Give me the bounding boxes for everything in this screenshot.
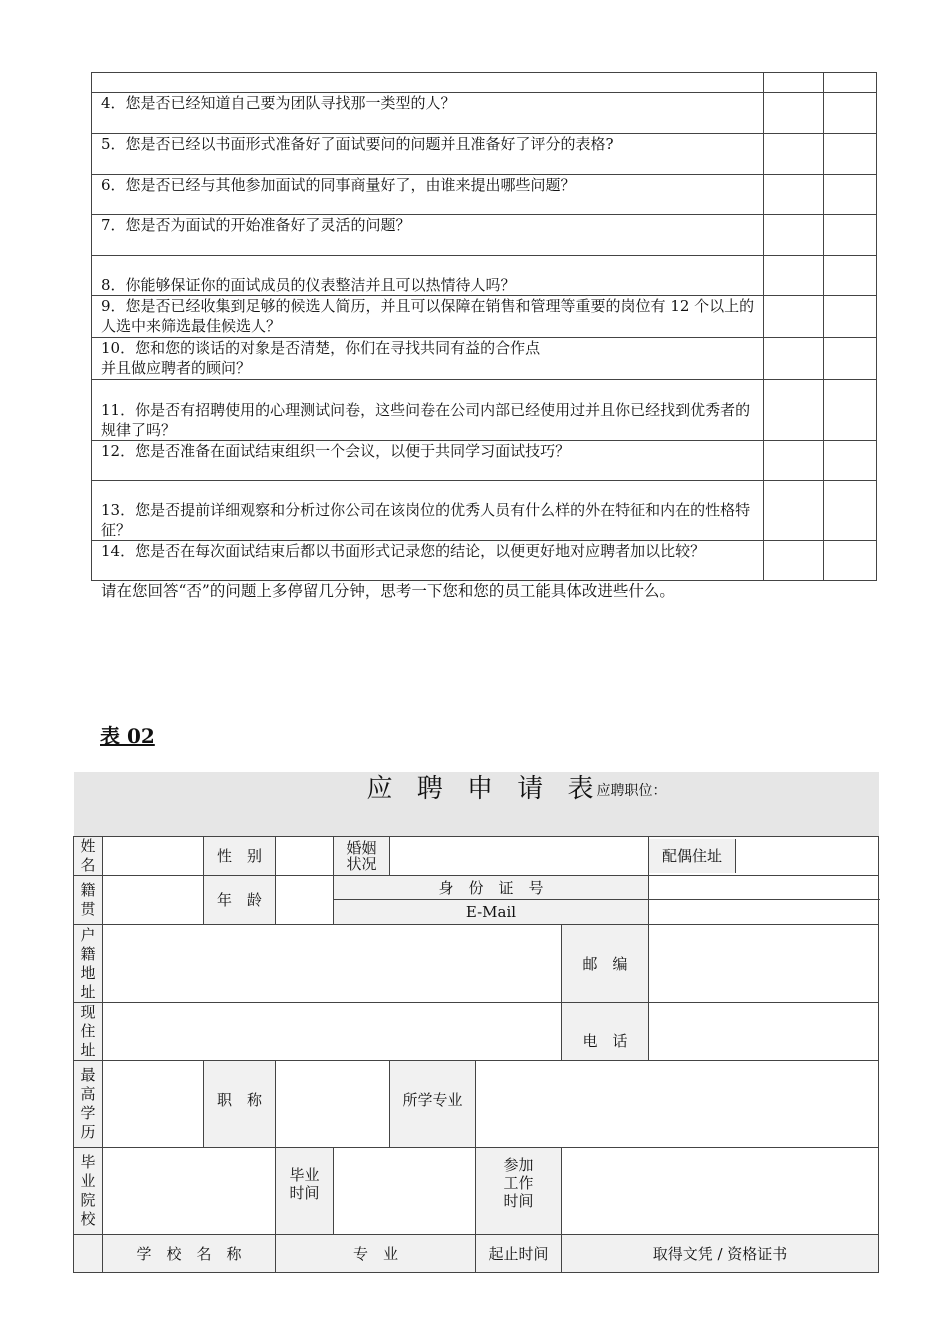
id-number-label: 身 份 证 号 <box>334 876 649 900</box>
yes-cell <box>764 175 824 215</box>
yes-cell <box>764 256 824 296</box>
school-name-header: 学 校 名 称 <box>103 1235 276 1273</box>
email-label: E-Mail <box>334 900 649 925</box>
blank-cell <box>74 1235 103 1273</box>
work-start-label: 参加工作时间 <box>476 1148 562 1235</box>
no-cell <box>824 541 877 581</box>
yes-cell <box>764 541 824 581</box>
age-field[interactable] <box>276 876 334 925</box>
no-cell <box>824 380 877 441</box>
table-row <box>92 73 877 93</box>
table-row <box>92 481 877 541</box>
yes-cell <box>764 441 824 481</box>
yes-cell <box>764 338 824 380</box>
major-label: 所学专业 <box>390 1061 476 1148</box>
period-header: 起止时间 <box>476 1235 562 1273</box>
table-row <box>92 175 877 215</box>
email-field[interactable] <box>649 900 879 925</box>
question-cell: 6．您是否已经与其他参加面试的同事商量好了，由谁来提出哪些问题？ <box>92 175 764 215</box>
name-field[interactable] <box>103 837 204 876</box>
marital-field[interactable] <box>390 837 649 876</box>
question-cell: 11．你是否有招聘使用的心理测试问卷，这些问卷在公司内部已经使用过并且你已经找到优秀者的规律了吗？ <box>92 380 764 441</box>
professional-title-field[interactable] <box>276 1061 390 1148</box>
yes-cell <box>764 380 824 441</box>
spouse-address-field[interactable] <box>736 839 878 873</box>
current-address-field[interactable] <box>103 1003 562 1061</box>
graduation-time-field[interactable] <box>334 1148 476 1235</box>
question-cell: 8．你能够保证你的面试成员的仪表整洁并且可以热情待人吗？ <box>92 256 764 296</box>
no-cell <box>824 441 877 481</box>
spouse-address-group <box>649 837 879 876</box>
gender-field[interactable] <box>276 837 334 876</box>
certificate-header: 取得文凭 / 资格证书 <box>562 1235 879 1273</box>
table-row <box>74 1061 879 1148</box>
name-label: 姓名 <box>74 837 103 876</box>
table-row <box>74 837 879 876</box>
no-cell <box>824 215 877 256</box>
major-field[interactable] <box>476 1061 879 1148</box>
table-row <box>92 441 877 481</box>
question-cell: 13．您是否提前详细观察和分析过你公司在该岗位的优秀人员有什么样的外在特征和内在的性格特征？ <box>92 481 764 541</box>
work-start-field[interactable] <box>562 1148 879 1235</box>
graduate-school-label: 毕业院校 <box>74 1148 103 1235</box>
highest-education-label: 最高学历 <box>74 1061 103 1148</box>
table-row <box>92 134 877 175</box>
phone-label: 电 话 <box>562 1003 649 1061</box>
no-cell <box>824 256 877 296</box>
table-row <box>74 1148 879 1235</box>
professional-title-label: 职 称 <box>204 1061 276 1148</box>
question-cell: 4．您是否已经知道自己要为团队寻找那一类型的人？ <box>92 93 764 134</box>
phone-field[interactable] <box>649 1003 879 1061</box>
table-row <box>92 296 877 338</box>
table-row <box>92 541 877 581</box>
current-address-label: 现住址 <box>74 1003 103 1061</box>
table-row <box>92 215 877 256</box>
yes-cell <box>764 481 824 541</box>
spouse-address-label: 配偶住址 <box>649 839 736 873</box>
form-title: 应 聘 申 请 表 <box>366 774 602 804</box>
table-row <box>74 876 879 900</box>
household-address-field[interactable] <box>103 925 562 1003</box>
interview-checklist-table <box>91 72 877 581</box>
no-cell <box>824 296 877 338</box>
highest-education-field[interactable] <box>103 1061 204 1148</box>
table-row <box>92 338 877 380</box>
question-cell: 5．您是否已经以书面形式准备好了面试要问的问题并且准备好了评分的表格? <box>92 134 764 175</box>
native-place-field[interactable] <box>103 876 204 925</box>
age-label: 年 龄 <box>204 876 276 925</box>
question-cell: 7．您是否为面试的开始准备好了灵活的问题？ <box>92 215 764 256</box>
form-title-row <box>74 772 879 837</box>
yes-cell <box>764 93 824 134</box>
question-cell: 9．您是否已经收集到足够的候选人简历，并且可以保障在销售和管理等重要的岗位有 12 个以上的人选中来筛选最佳候选人？ <box>92 296 764 338</box>
table-row <box>92 256 877 296</box>
yes-cell <box>764 296 824 338</box>
no-cell <box>824 481 877 541</box>
checklist-note: 请在您回答“否”的问题上多停留几分钟，思考一下您和您的员工能具体改进些什么。 <box>101 582 675 600</box>
question-cell: 14．您是否在每次面试结束后都以书面形式记录您的结论，以便更好地对应聘者加以比较？ <box>92 541 764 581</box>
no-cell <box>824 73 877 93</box>
native-place-label: 籍贯 <box>74 876 103 925</box>
yes-cell <box>764 134 824 175</box>
marital-label: 婚姻状况 <box>334 837 390 876</box>
table-row <box>92 380 877 441</box>
major-header: 专 业 <box>276 1235 476 1273</box>
form-number-label: 表 02 <box>100 724 155 748</box>
form-title-cell <box>74 772 879 837</box>
question-cell: 10．您和您的谈话的对象是否清楚，你们在寻找共同有益的合作点 并且做应聘者的顾问？ <box>92 338 764 380</box>
yes-cell <box>764 73 824 93</box>
gender-label: 性 别 <box>204 837 276 876</box>
education-history-header-row <box>74 1235 879 1273</box>
table-row <box>74 1003 879 1061</box>
yes-cell <box>764 215 824 256</box>
position-label: 应聘职位： <box>596 783 667 799</box>
no-cell <box>824 134 877 175</box>
no-cell <box>824 93 877 134</box>
table-row <box>74 925 879 1003</box>
household-address-label: 户籍地址 <box>74 925 103 1003</box>
table-row <box>92 93 877 134</box>
postcode-label: 邮 编 <box>562 925 649 1003</box>
id-number-field[interactable] <box>649 876 879 900</box>
no-cell <box>824 338 877 380</box>
graduation-time-label: 毕业时间 <box>276 1148 334 1235</box>
no-cell <box>824 175 877 215</box>
graduate-school-field[interactable] <box>103 1148 276 1235</box>
question-cell: 12．您是否准备在面试结束组织一个会议，以便于共同学习面试技巧？ <box>92 441 764 481</box>
application-form-table <box>73 772 879 1273</box>
question-cell <box>92 73 764 93</box>
postcode-field[interactable] <box>649 925 879 1003</box>
